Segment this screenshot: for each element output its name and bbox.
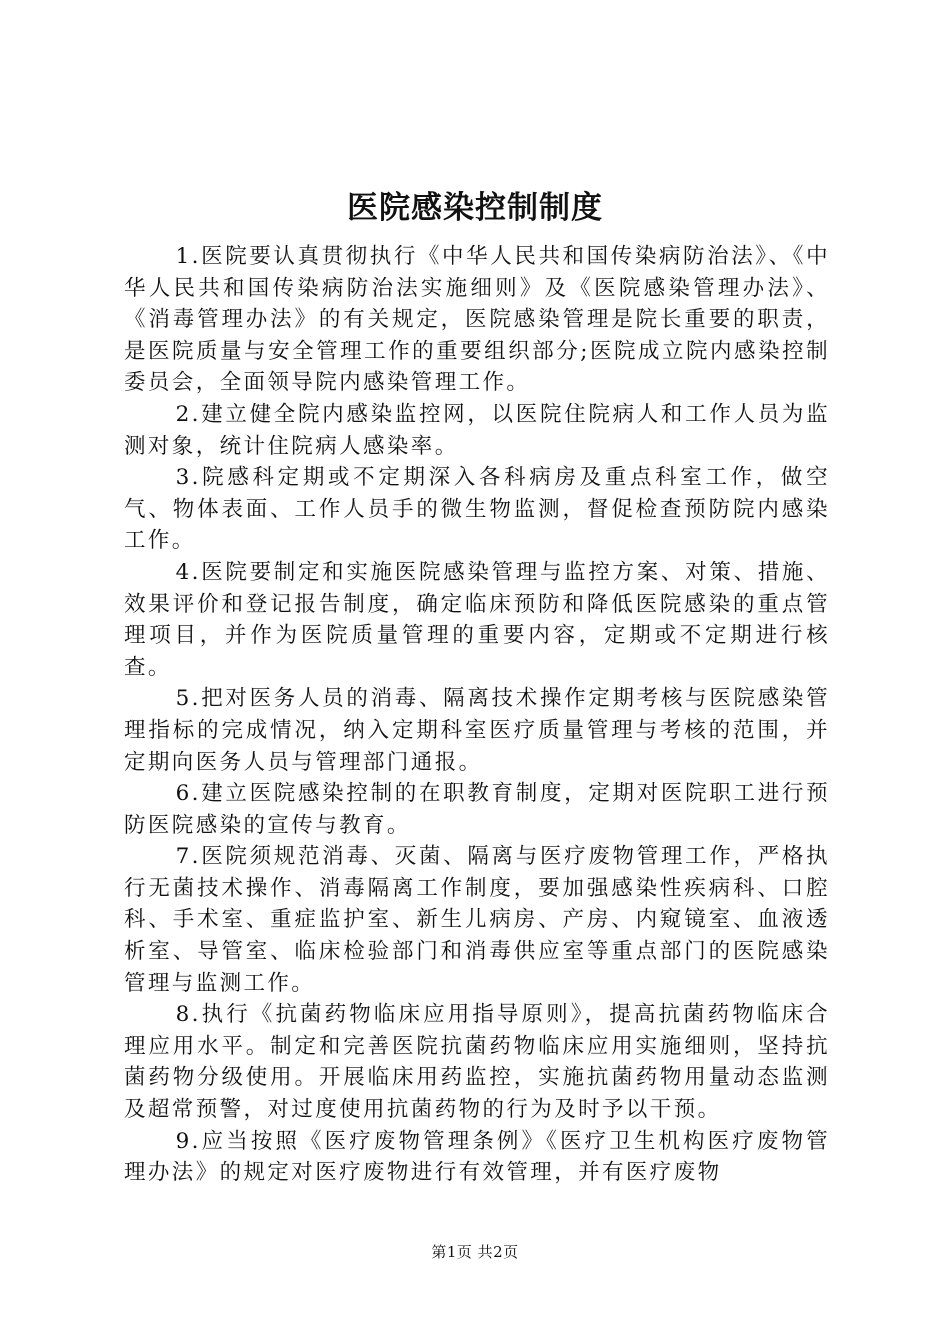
document-title: 医院感染控制制度: [347, 190, 603, 226]
document-body: [124, 241, 830, 1189]
paragraph-7: 7.医院须规范消毒、灭菌、隔离与医疗废物管理工作，严格执行无菌技术操作、消毒隔离工作制度，要加强感染性疾病科、口腔科、手术室、重症监护室、新生儿病房、产房、内窥镜室、血液透析室、导管室、临床检验部门和消毒供应室等重点部门的医院感染管理与监测工作。: [124, 844, 830, 996]
paragraph-8: 8.执行《抗菌药物临床应用指导原则》，提高抗菌药物临床合理应用水平。制定和完善医院抗菌药物临床应用实施细则，坚持抗菌药物分级使用。开展临床用药监控，实施抗菌药物用量动态监测及超常预警，对过度使用抗菌药物的行为及时予以干预。: [124, 1002, 830, 1123]
paragraph-9: 9.应当按照《医疗废物管理条例》《医疗卫生机构医疗废物管理办法》的规定对医疗废物进行有效管理，并有医疗废物: [124, 1128, 830, 1186]
paragraph-6: 6.建立医院感染控制的在职教育制度，定期对医院职工进行预防医院感染的宣传与教育。: [124, 781, 830, 838]
paragraph-2: 2.建立健全院内感染监控网，以医院住院病人和工作人员为监测对象，统计住院病人感染率。: [124, 401, 830, 459]
paragraph-3: 3.院感科定期或不定期深入各科病房及重点科室工作，做空气、物体表面、工作人员手的微生物监测，督促检查预防院内感染工作。: [124, 465, 830, 554]
paragraph-1: 1.医院要认真贯彻执行《中华人民共和国传染病防治法》、《中华人民共和国传染病防治法实施细则》及《医院感染管理办法》、《消毒管理办法》的有关规定，医院感染管理是院长重要的职责，是医院质量与安全管理工作的重要组织部分;医院成立院内感染控制委员会，全面领导院内感染管理工作。: [124, 244, 830, 396]
paragraph-5: 5.把对医务人员的消毒、隔离技术操作定期考核与医院感染管理指标的完成情况，纳入定期科室医疗质量管理与考核的范围，并定期向医务人员与管理部门通报。: [124, 686, 830, 775]
page-number-footer: 第1页 共2页: [431, 1243, 519, 1261]
paragraph-4: 4.医院要制定和实施医院感染管理与监控方案、对策、措施、效果评价和登记报告制度，确定临床预防和降低医院感染的重点管理项目，并作为医院质量管理的重要内容，定期或不定期进行核查。: [124, 559, 830, 680]
